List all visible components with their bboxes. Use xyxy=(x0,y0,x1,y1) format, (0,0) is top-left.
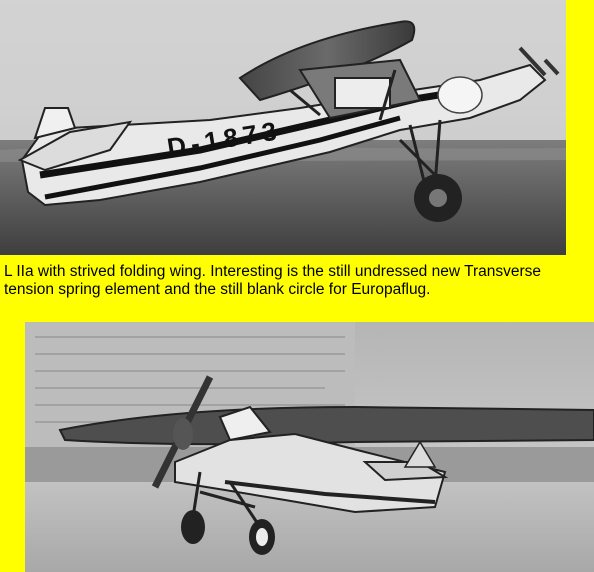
photo-aircraft-front-quarter xyxy=(25,322,594,572)
photo-aircraft-side-view xyxy=(0,0,566,255)
photo-caption xyxy=(4,263,590,299)
caption-line-1: L IIa with strived folding wing. Interesting is the still undressed new Transverse xyxy=(4,263,542,280)
aircraft-front-quarter-photo xyxy=(25,322,594,572)
caption-line-2: tension spring element and the still blank circle for Europaflug. xyxy=(4,281,431,298)
fuselage-registration: D-1873 xyxy=(165,114,284,163)
aircraft-side-photo xyxy=(0,0,566,255)
